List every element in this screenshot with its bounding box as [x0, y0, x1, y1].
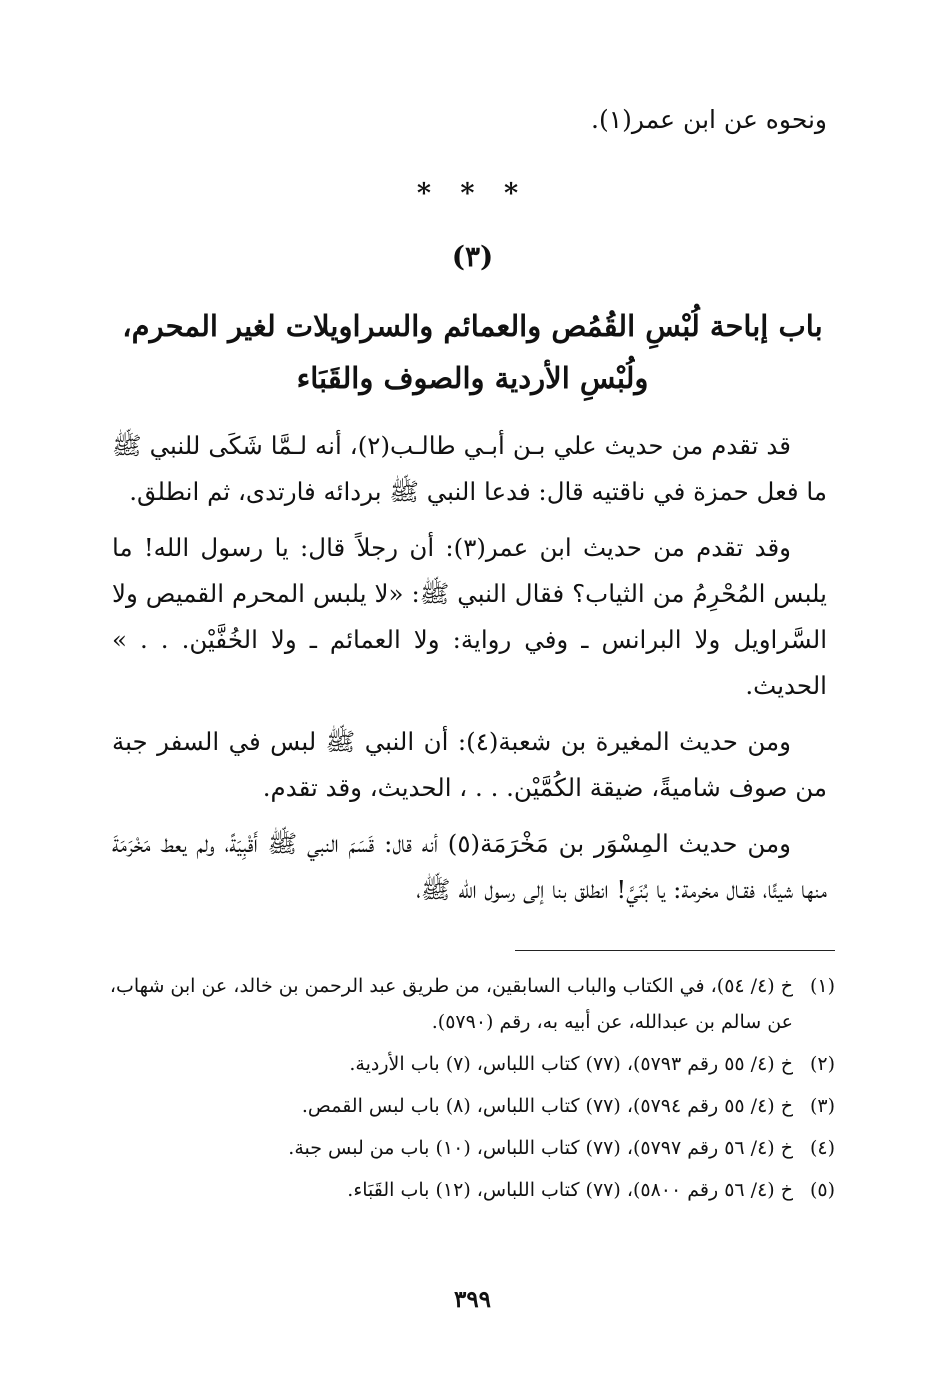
footnote-number: (٢) — [809, 1053, 835, 1075]
chapter-title-line-1: باب إباحة لُبْسِ القُمُص والعمائم والسراويلات لغير المحرم، — [122, 309, 823, 343]
footnote-divider — [515, 950, 835, 951]
section-separator: * * * — [416, 178, 529, 209]
paragraph-4: ومن حديث المِسْوَر بن مَخْرَمَة(٥) أنه قال: قَسَمَ النبي ﷺ أَقْبِيَةً، ولم يعط مَخْرَمَةَ منها شيئًا، فقـال مخرمة: يا بُنَيَّ! انطلق بنا إلى رسول الله ﷺ، — [112, 829, 827, 904]
paragraph-3: ومن حديث المغيرة بن شعبة(٤): أن النبي ﷺ لبس في السفر جبة من صوف شاميةً، ضيقة الكُمَّيْن. . . ، الحديث، وقد تقدم. — [112, 727, 827, 802]
footnote-4 — [107, 1130, 835, 1166]
page-number: ٣٩٩ — [453, 1286, 492, 1313]
chapter-title-line-2: ولُبْسِ الأردية والصوف والقَبَاء — [296, 361, 649, 395]
footnote-text: خ (٤/ ٥٤)، في الكتاب والباب السابقين، من طريق عبد الرحمن بن خالد، عن ابن شهاب، عن سالم بن عبدالله، عن أبيه به، رقم (٥٧٩٠). — [109, 975, 793, 1033]
chapter-title — [110, 300, 835, 404]
footnote-number: (٥) — [809, 1179, 835, 1201]
footnote-1 — [107, 968, 835, 1040]
footnote-text: خ (٤/ ٥٦ رقم ٥٧٩٧)، (٧٧) كتاب اللباس، (١٠) باب من لبس جبة. — [288, 1137, 793, 1159]
footnote-number: (١) — [809, 975, 835, 997]
paragraph-2: وقد تقدم من حديث ابن عمر(٣): أن رجلاً قال: يا رسول الله! ما يلبس المُحْرِمُ من الثياب؟ فقال النبي ﷺ: «لا يلبس المحرم القميص ولا السَّراويل ولا البرانس ـ وفي رواية: ولا العمائم ـ ولا الخُفَّيْن. . . » الحديث. — [112, 533, 827, 700]
paragraph-1: قد تقدم من حديث علي بـن أبـي طالـب(٢)، أنه لـمَّا شَكَى للنبي ﷺ ما فعل حمزة في ناقتيه قال: فدعا النبي ﷺ بردائه فارتدى، ثم انطلق. — [112, 431, 827, 506]
footnote-2 — [107, 1046, 835, 1082]
footnote-text: خ (٤/ ٥٥ رقم ٥٧٩٣)، (٧٧) كتاب اللباس، (٧) باب الأردية. — [349, 1053, 793, 1075]
footnote-number: (٣) — [809, 1095, 835, 1117]
body-text — [112, 423, 827, 923]
footnote-text: خ (٤/ ٥٥ رقم ٥٧٩٤)، (٧٧) كتاب اللباس، (٨) باب لبس القمص. — [301, 1095, 793, 1117]
footnote-3 — [107, 1088, 835, 1124]
intro-line: ونحوه عن ابن عمر(١). — [591, 105, 827, 134]
footnote-text: خ (٤/ ٥٦ رقم ٥٨٠٠)، (٧٧) كتاب اللباس، (١٢) باب القَبَاء. — [347, 1179, 793, 1201]
chapter-number: (٣) — [451, 240, 494, 273]
footnote-5 — [107, 1172, 835, 1208]
footnote-number: (٤) — [809, 1137, 835, 1159]
footnotes — [107, 968, 835, 1214]
